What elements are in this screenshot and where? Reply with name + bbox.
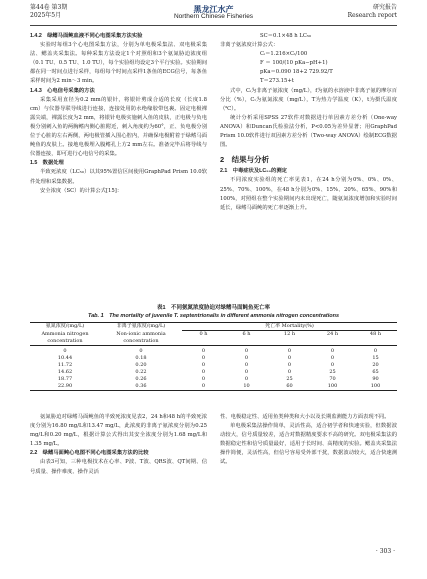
col-ammonia-cn: 氨氮浓度/(mg/L)	[30, 323, 100, 331]
table-cell: 0	[330, 355, 335, 361]
table-cell: 0	[244, 369, 249, 375]
table-cell: 15	[372, 355, 379, 361]
table-cell: 60	[268, 383, 311, 391]
table-cell: 0	[244, 348, 249, 354]
date-label: 2025年5月	[30, 12, 62, 19]
table-cell: 20	[372, 362, 379, 368]
table-cell: 0	[139, 348, 143, 354]
table-cell: 70	[329, 376, 336, 382]
mortality-group-header: 死亡率 Mortality(%)	[182, 323, 397, 331]
table-cell: 0	[287, 362, 292, 368]
text-line: 性、电极稳定性、适用鱼类种类和大小以及长期监测能力方面表现不同。	[220, 414, 390, 420]
table-row	[30, 369, 397, 376]
table-cell: 100	[354, 383, 397, 391]
table-cell: 14.62	[57, 369, 73, 375]
text-line: 非离子氨浓度计算公式：	[220, 42, 279, 49]
col-ammonia-en: Ammonia nitrogen	[41, 330, 89, 337]
paragraph: 式中，Cᵢ为非离子氨浓度（mg/L），f为氨的水溶液中非离子氨的摩尔百分比（%），Cₜ为氨氮浓度（mg/L），T为热力学温度（K），t为摄氏温度（℃）。	[220, 87, 397, 112]
table-cell: 0.22	[135, 369, 147, 375]
table-row	[30, 355, 397, 362]
table-row	[30, 376, 397, 383]
table-cell: 10	[225, 383, 268, 391]
paragraph: 安全浓度（SC）的计算公式[15]：	[40, 187, 123, 194]
time-header: 48 h	[369, 331, 382, 337]
table-cell: 0	[201, 362, 206, 368]
table-cell: 0	[201, 369, 206, 375]
col-nonionic-cn: 非离子氨浓度/(mg/L)	[100, 323, 182, 331]
table-cell: 10.44	[57, 355, 73, 361]
paragraph: 不同浓度实验组的死亡率见表1，在24 h分别为0%、0%、0%、25%、70%、100%，在48 h分别为0%、15%、20%、65%、90%和100%，对照组在整个实验期间内未出现死亡，随氨氮浓度增加和实验时间延长，绿鳍马面鲀的死亡率逐渐上升。	[220, 177, 397, 211]
table-row	[30, 362, 397, 369]
table-cell: 0	[244, 376, 249, 382]
table-cell: 0.36	[100, 383, 182, 391]
subsection-heading: 2.1 中毒症状及LC₅₀的测定	[220, 168, 287, 175]
left-column-top	[30, 32, 207, 196]
table-cell: 0	[330, 348, 335, 354]
table-cell: 18.77	[57, 376, 73, 382]
table-cell: 0.26	[135, 376, 147, 382]
table-cell: 0	[182, 383, 225, 391]
table-cell: 22.90	[30, 383, 100, 391]
table-cell: 0	[373, 348, 378, 354]
equation: F ＝ 100/(10 pKa−pH+1)	[260, 60, 328, 67]
table-cell: 0.18	[135, 355, 147, 361]
time-header: 24 h	[326, 331, 339, 337]
table-cell: 0	[330, 362, 335, 368]
subsection-heading: 1.5 数据处理	[30, 160, 64, 167]
equation: T＝273.15+t	[260, 78, 294, 85]
journal-title-en: Northern Chinese Fisheries	[173, 13, 254, 20]
table-cell: 11.72	[57, 362, 73, 368]
section-label: 研究报告	[372, 4, 397, 11]
table-row	[30, 383, 397, 391]
table-cell: 25	[286, 376, 293, 382]
paragraph: 半致死浓度（LC₅₀）以其95%置信区间使用GraphPad Prism 10.0软件处理和采集数据。	[30, 169, 207, 185]
subsection-heading: 2.2 绿鳍马面鲀心电图不同心电图采集方法的比较	[30, 450, 149, 457]
right-column-top	[220, 32, 397, 213]
equation: pKa＝0.090 18+2 729.92/T	[260, 69, 333, 76]
subsection-heading: 1.4.2 绿鳍马面鲀血液不同心电图采集方法实验	[30, 33, 143, 39]
table-cell: 0	[287, 355, 292, 361]
time-header: 0 h	[199, 331, 208, 337]
right-column-bottom	[220, 413, 397, 468]
table-caption-en: Tab. 1 The mortality of juvenile T. septentrionalis in different ammonia nitrogen concentrations	[87, 313, 340, 319]
table-row	[30, 346, 397, 356]
page-number: · 303 ·	[375, 548, 395, 555]
table-cell: 90	[372, 376, 379, 382]
paragraph: 采集采用直径为0.2 mm的银针，将银针剪成合适的长度（长度1.8 cm）与仪器导联导线进行连接，连接处用防水绝缘胶带包裹。固定电极裸露尖端，裸露长度为2 mm，将银针电极实施刺入鱼的皮肤，正电极与负电极分别刺入鱼的两胸鳍内侧心脏附近，刺入角度约为60°，正、负电极分别位于心脏的左右两侧，两电极管插入围心腔内，并确保电极附着于绿鳍马面鲀鱼的皮肤上。接地电极埋入腹鳍孔上方2 mm左右。准备完毕后将导线与仪器连接，即可进行心电信号的采集。	[30, 96, 207, 158]
section-label-en: Research report	[347, 12, 397, 19]
table-cell: 0	[287, 348, 292, 354]
paragraph: 由表3可知，三种电极技术在心率、P波、T波、QRS波、QT间期、信号质量、操作难度、操作灵活	[30, 459, 207, 475]
table-cell: 0	[244, 362, 249, 368]
table-cell: 100	[311, 383, 354, 391]
section-heading: 2 结果与分析	[220, 155, 270, 165]
table-cell: 0.20	[135, 362, 147, 368]
equation: SC＝0.1×48 h LC₅₀	[260, 33, 312, 39]
time-header: 12 h	[283, 331, 296, 337]
header-rule	[30, 25, 397, 26]
table-caption	[28, 304, 399, 320]
table-cell: 0	[244, 355, 249, 361]
subsection-heading: 1.4.3 心电信号采集的方法	[30, 87, 95, 94]
table-cell: 0	[63, 348, 67, 354]
paragraph: 实验时每组3个心电图采集方法，分别为单电极采集法、双电极采集法、鳃盖夹采集法。每种采集方法设定1个对照组和3个氨氮胁迫浓度组（0.1 TU、0.5 TU、1.0 TU），每个实验组均设定3个平行实验。实验期间都在同一时间点进行采样，每组每个时间点采样1条鱼的ECG信号，每条鱼采样时间为2 min～3 min。	[30, 42, 207, 85]
paragraph: 单电极采集法操作简单，灵活性高，适合初学者和快速实验，但数据波动较大，信号质量较差，适合对数据精度要求不高的研究。双电极采集法的数据稳定性和信号质量最好，适用于长时间、高精度的实验。鳃盖夹采集法操作简便，灵活性高，但信号容易受外部干扰，数据波动较大，适合快速测试。	[220, 423, 397, 466]
journal-title: 黑龙江水产	[193, 4, 234, 14]
table-cell: 0	[201, 376, 206, 382]
paragraph: 统计分析采用SPSS 27软件对数据进行单因素方差分析（One-way ANOVA）和Duncan氏检验法分析，P<0.05为差异显著；用GraphPad Prism 10.0软件进行双因素方差分析（Two-way ANOVA）绘制ECG数据图。	[220, 114, 397, 149]
time-header: 6 h	[242, 331, 251, 337]
table-cell: 0	[201, 348, 206, 354]
table-caption-cn: 表1 不同氨氮浓度胁迫对绿鳍马面鲀鱼死亡率	[156, 305, 271, 311]
equation: Cᵢ＝1.216×Cₜ/100	[260, 51, 308, 58]
col-nonionic-en2: concentration	[100, 338, 182, 346]
col-ammonia-en2: concentration	[30, 338, 100, 346]
table-cell: 25	[329, 369, 336, 375]
table-cell: 65	[372, 369, 379, 375]
paragraph: 氨氮胁迫对绿鳍马面鲀鱼的半致死浓度见表2，24 h和48 h的半致死浓度分别为16.80 mg/L和13.47 mg/L，此浓度的非离子氨浓度分别为0.25 mg/L和0.20 mg/L，根据计算公式得出其安全浓度分别为1.68 mg/L和1.35 mg/L。	[30, 414, 207, 448]
mortality-table	[30, 322, 397, 391]
issue-label: 第44卷 第3期	[30, 4, 68, 11]
table-cell: 0	[287, 369, 292, 375]
section-info	[348, 4, 397, 20]
col-nonionic-en: Non-ionic ammonia	[116, 330, 166, 337]
table-cell: 0	[201, 355, 206, 361]
left-column-bottom	[30, 413, 207, 477]
